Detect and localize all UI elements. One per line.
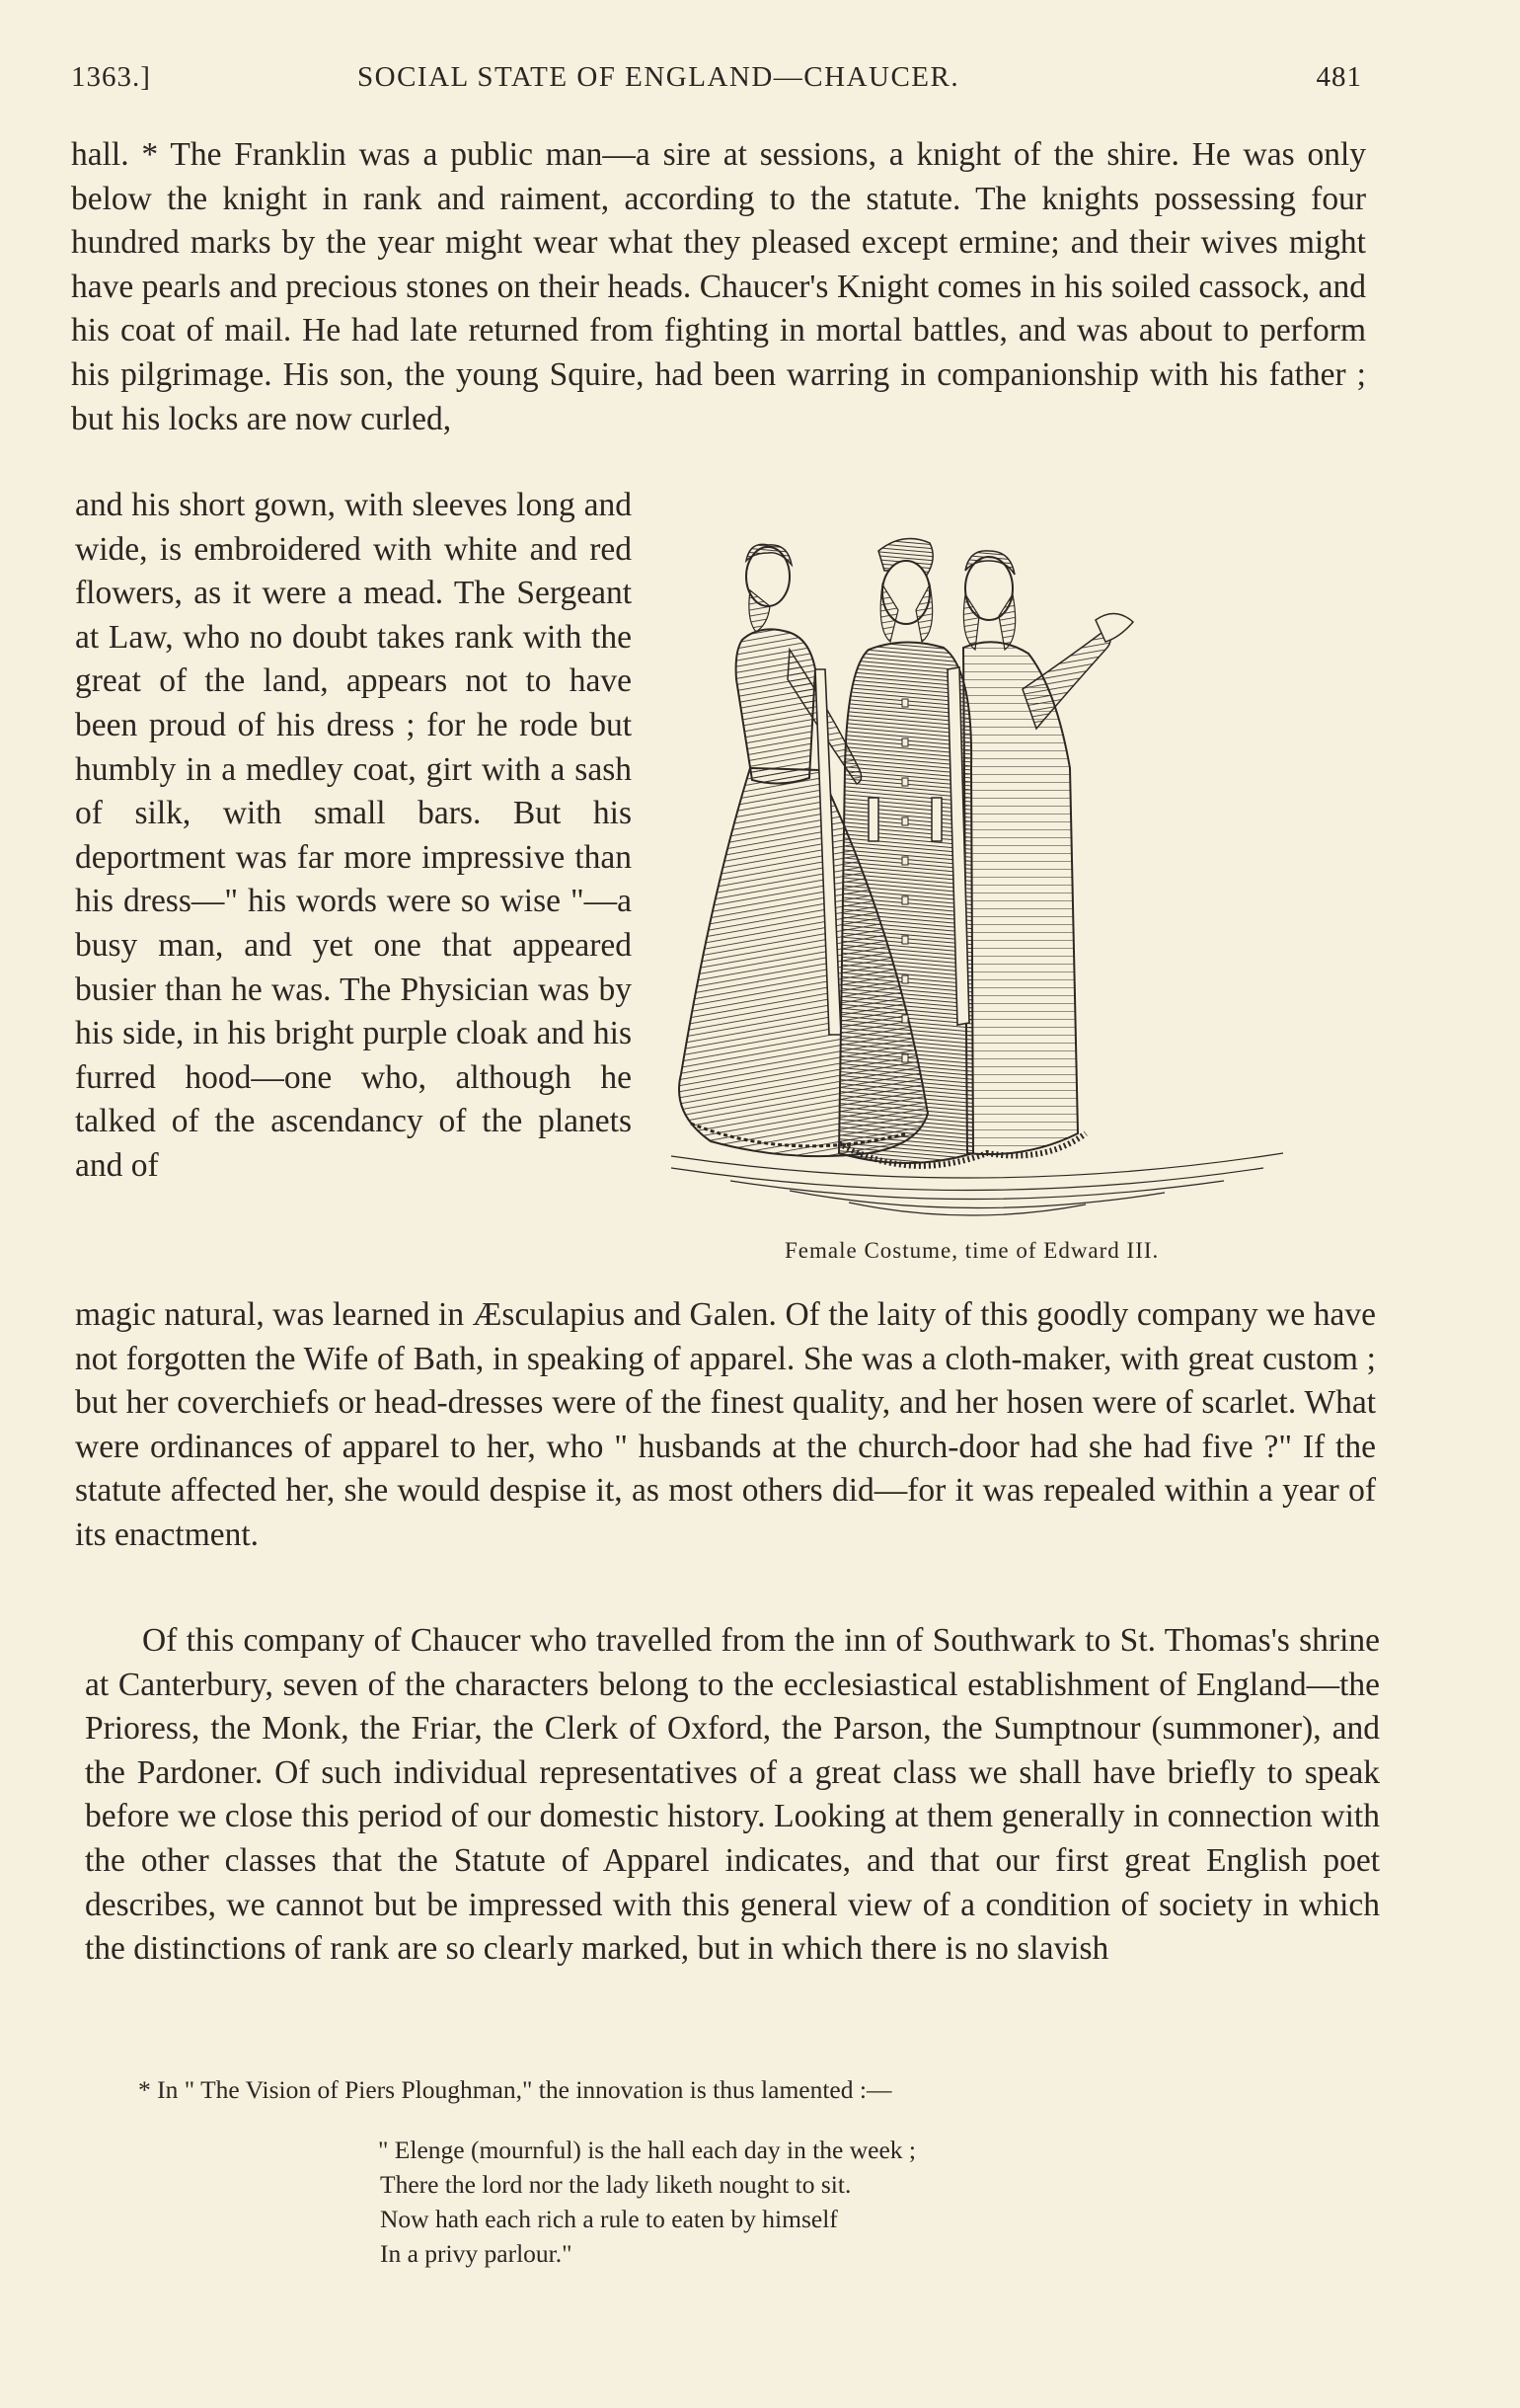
quote-line: There the lord nor the lady liketh nought to sit. (380, 2170, 852, 2199)
quote-line: " Elenge (mournful) is the hall each day in the week ; (378, 2136, 917, 2164)
running-head-date: 1363.] (71, 61, 151, 93)
paragraph-wife-of-bath: magic natural, was learned in Æsculapius and Galen. Of the laity of this goodly company we have not forgotten the Wife of Bath, in speaking of apparel. She was a cloth-maker, with great custom ; but her coverchiefs or head-dresses were of the finest quality, and her hosen were of scarlet. What were ordinances of apparel to her, who " husbands at the church-door had she had five ?" If the statute affected her, she would despise it, as most others did—for it was repealed within a year of its enactment. (75, 1296, 1376, 1553)
page-number: 481 (1316, 61, 1362, 93)
paragraph-franklin: hall. * The Franklin was a public man—a sire at sessions, a knight of the shire. He was only below the knight in rank and raiment, according to the statute. The knights possessing four hundred marks by the year might wear what they pleased except ermine; and their wives might have pearls and precious stones on their heads. Chaucer's Knight comes in his soiled cassock, and his coat of mail. He had late returned from fighting in mortal battles, and was about to perform his pilgrimage. His son, the young Squire, had been warring in companionship with his father ; but his locks are now curled, (71, 136, 1366, 437)
paragraph-wrap-around-figure: and his short gown, with sleeves long and wide, is embroidered with white and red flowers, as it were a mead. The Sergeant at Law, who no doubt takes rank with the great of the land, appears not to have been proud of his dress ; for he rode but humbly in a medley coat, girt with a sash of silk, with small bars. But his deportment was far more impressive than his dress—" his words were so wise "—a busy man, and yet one that appeared busier than he was. The Physician was by his side, in his bright purple cloak and his furred hood—one who, although he talked of the ascendancy of the planets and of (75, 487, 632, 1184)
ground-shading (671, 1153, 1283, 1215)
engraving-female-costume (671, 521, 1372, 1232)
paragraph-chaucer-company: Of this company of Chaucer who travelled from the inn of Southwark to St. Thomas's shrine at Canterbury, seven of the characters belong to the ecclesiastical establishment of England—the Prioress, the Monk, the Friar, the Clerk of Oxford, the Parson, the Sumptnour (summoner), and the Pardoner. Of such individual representatives of a great class we shall have briefly to speak before we close this period of our domestic history. Looking at them generally in connection with the other classes that the Statute of Apparel indicates, and that our first great English poet describes, we cannot but be impressed with this general view of a condition of society in which the distinctions of rank are so clearly marked, but in which there is no slavish (85, 1622, 1380, 1968)
footnote: * In " The Vision of Piers Ploughman," the innovation is thus lamented :— (138, 2075, 892, 2104)
right-figure (839, 539, 1133, 1166)
running-head-title: SOCIAL STATE OF ENGLAND—CHAUCER. (357, 61, 960, 93)
figure-caption: Female Costume, time of Edward III. (785, 1238, 1160, 1263)
footnote-quote (378, 2133, 1168, 2271)
running-head (71, 61, 1362, 107)
quote-line: Now hath each rich a rule to eaten by himself (380, 2205, 838, 2233)
engraving-illustration (671, 521, 1372, 1232)
quote-line: In a privy parlour." (380, 2239, 572, 2268)
